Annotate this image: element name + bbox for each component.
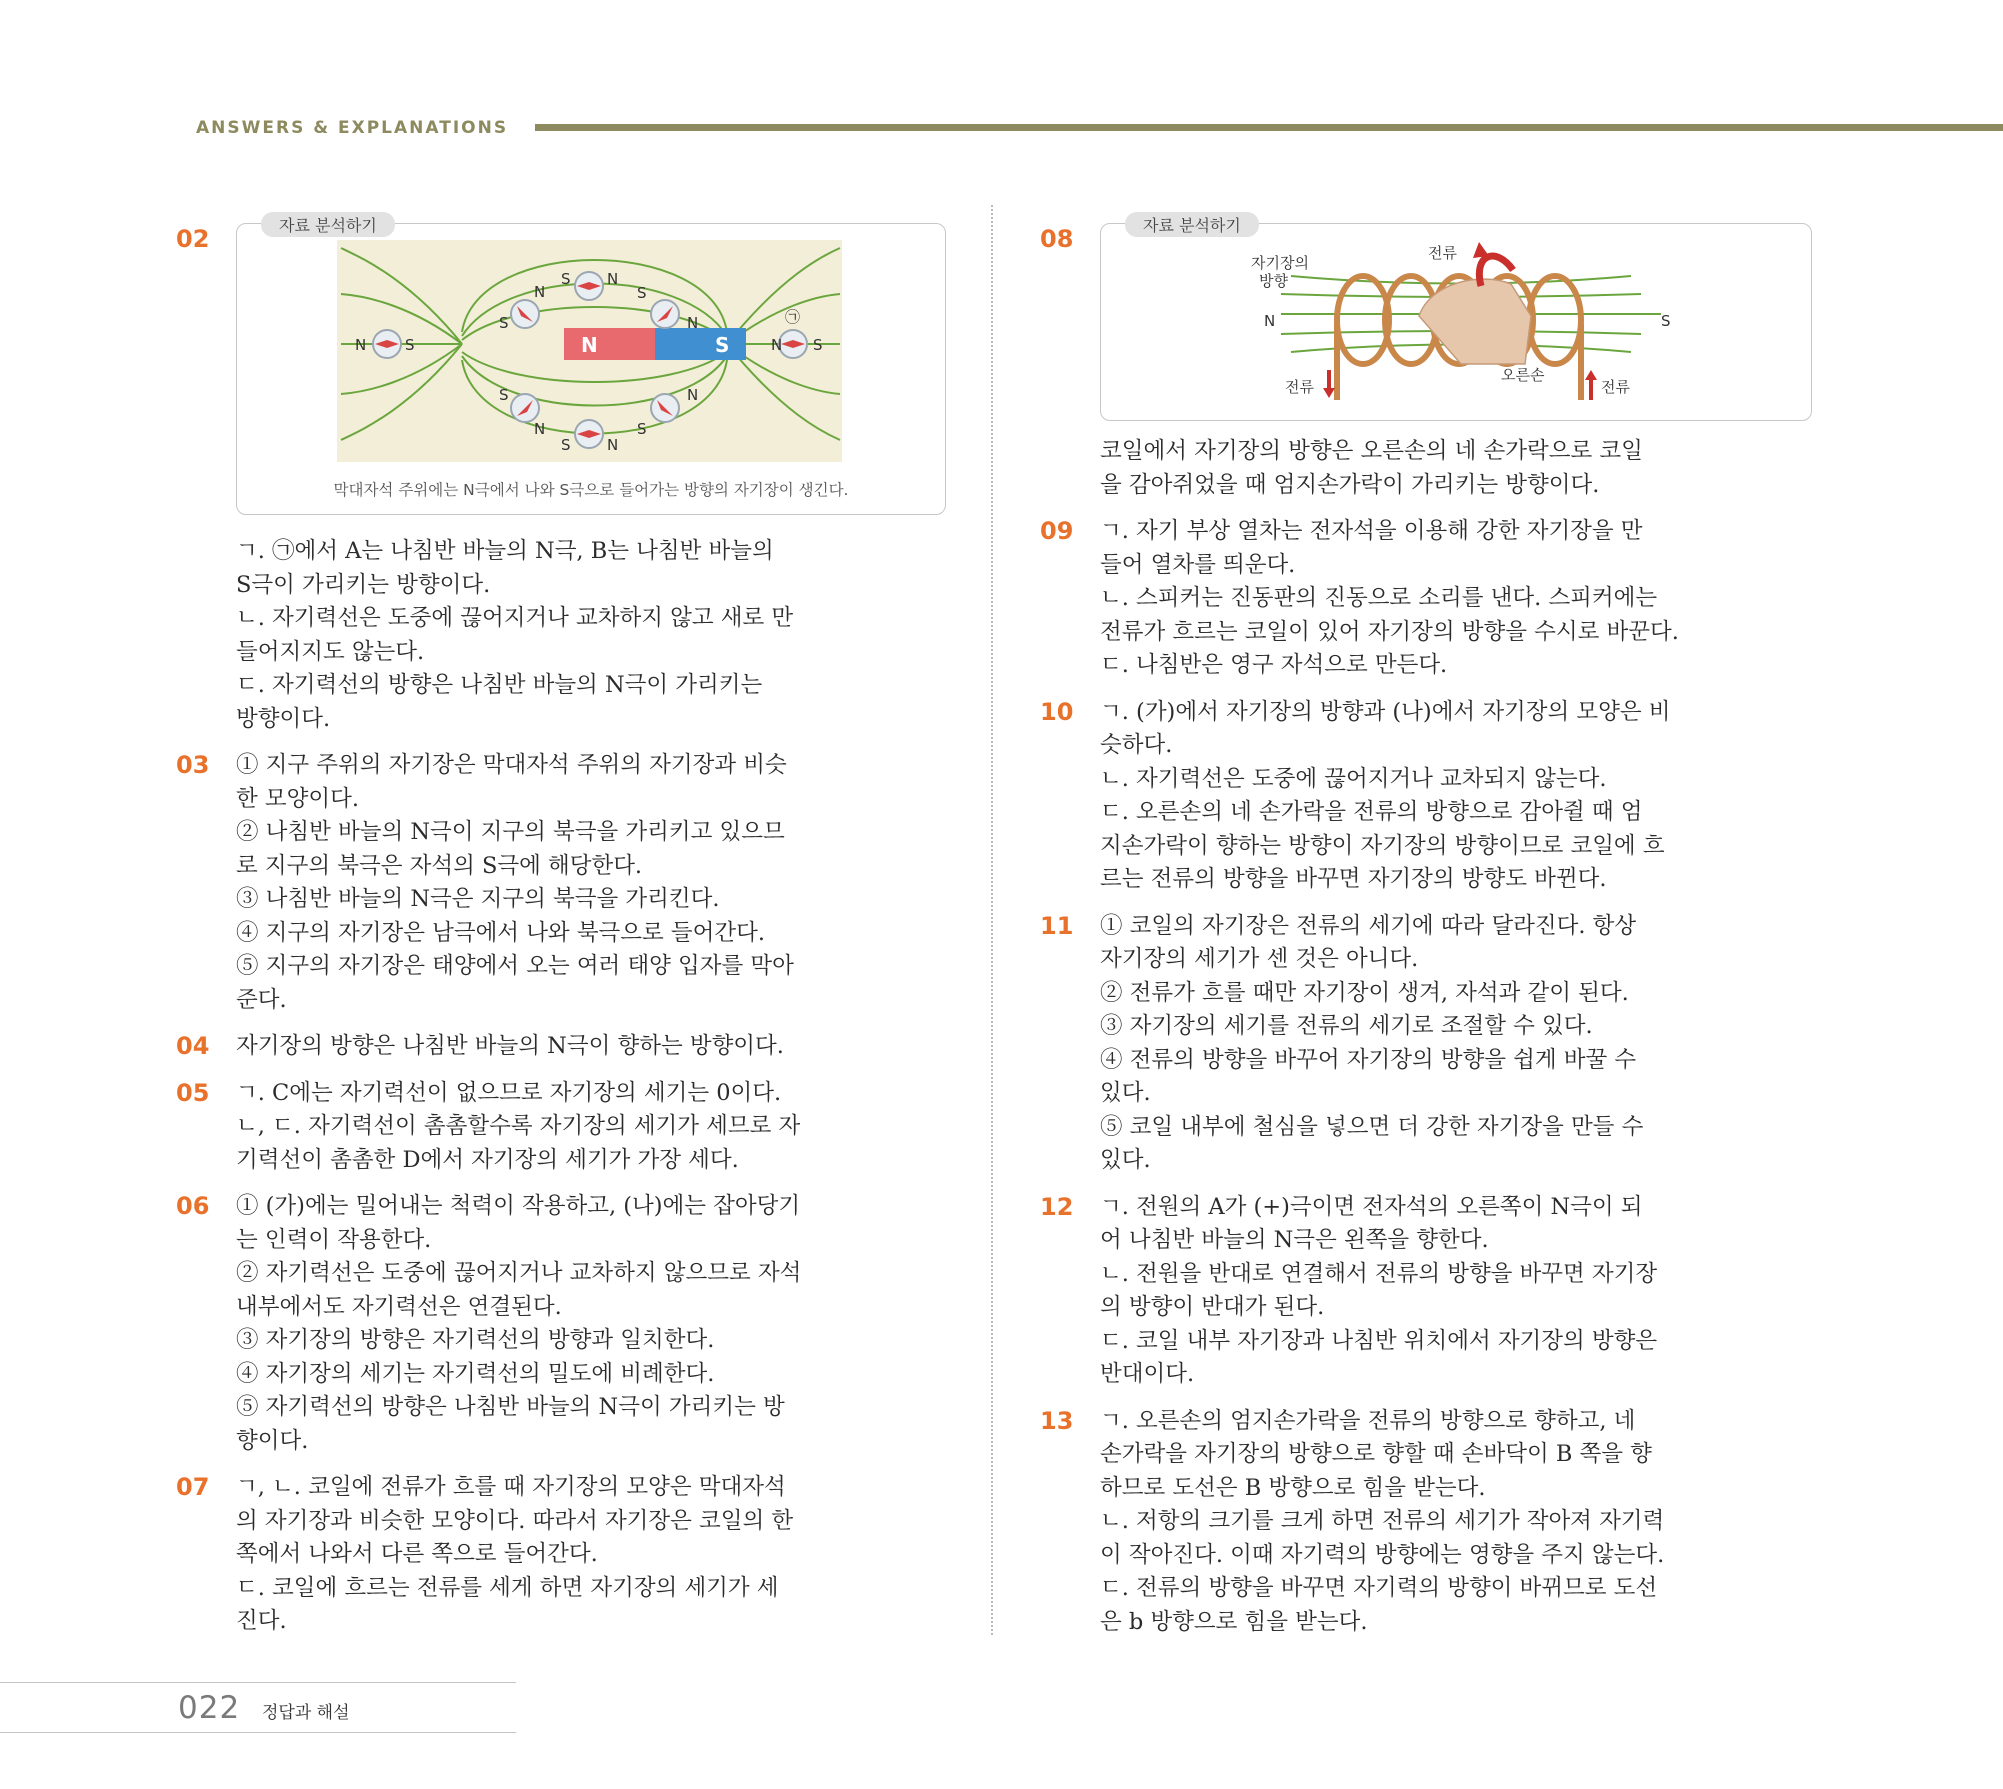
label-n: N (534, 283, 546, 301)
answer-line: ⑤ 자기력선의 방향은 나침반 바늘의 N극이 가리키는 방 (236, 1394, 785, 1420)
answer-line: 방향이다. (236, 705, 331, 732)
answer-line: ㄱ. 오른손의 엄지손가락을 전류의 방향으로 향하고, 네 (1100, 1407, 1636, 1434)
answer-line: 코일에서 자기장의 방향은 오른손의 네 손가락으로 코일 (1100, 438, 1643, 464)
header-rule (535, 124, 2003, 131)
answer-line: 전류가 흐르는 코일이 있어 자기장의 방향을 수시로 바꾼다. (1100, 618, 1679, 645)
label-n: N (1264, 312, 1276, 330)
answer-line: ㄱ. 자기 부상 열차는 전자석을 이용해 강한 자기장을 만 (1100, 518, 1643, 544)
answer-line: ⑤ 코일 내부에 철심을 넣으면 더 강한 자기장을 만들 수 (1100, 1113, 1644, 1140)
answer-line: ㄷ. 코일 내부 자기장과 나침반 위치에서 자기장의 방향은 (1100, 1327, 1658, 1354)
answer-line: ② 자기력선은 도중에 끊어지거나 교차하지 않으므로 자석 (236, 1260, 802, 1286)
label-n: N (607, 270, 619, 288)
answer-line: ㄷ. 오른손의 네 손가락을 전류의 방향으로 감아쥘 때 엄 (1100, 799, 1643, 825)
right-column (1040, 205, 1812, 1652)
answer-line: ④ 지구의 자기장은 남극에서 나와 북극으로 들어간다. (236, 919, 766, 946)
question-13 (1040, 1405, 1812, 1640)
question-number: 12 (1040, 1192, 1074, 1221)
answer-line: ㄷ. 코일에 흐르는 전류를 세게 하면 자기장의 세기가 세 (236, 1574, 779, 1601)
answer-lines (236, 535, 946, 736)
answer-line: ㄴ. 자기력선은 도중에 끊어지거나 교차되지 않는다. (1100, 765, 1607, 792)
bar-magnet-field-figure (237, 236, 943, 476)
question-05 (176, 1077, 946, 1178)
answer-line: ③ 자기장의 세기를 전류의 세기로 조절할 수 있다. (1100, 1013, 1593, 1039)
answer-line: ② 전류가 흐를 때만 자기장이 생겨, 자석과 같이 된다. (1100, 979, 1629, 1006)
answer-line: ① 지구 주위의 자기장은 막대자석 주위의 자기장과 비슷 (236, 752, 787, 778)
answer-line: 어 나침반 바늘의 N극은 왼쪽을 향한다. (1100, 1227, 1489, 1253)
label-n: N (607, 436, 619, 454)
answer-line: ㄷ. 전류의 방향을 바꾸면 자기력의 방향이 바뀌므로 도선 (1100, 1575, 1658, 1601)
label-s: S (405, 336, 415, 354)
answer-line: ② 나침반 바늘의 N극이 지구의 북극을 가리키고 있으므 (236, 819, 785, 845)
label-s: S (499, 314, 509, 332)
question-12 (1040, 1191, 1812, 1392)
label-s: S (637, 284, 647, 302)
answer-line: 이 작아진다. 이때 자기력의 방향에는 영향을 주지 않는다. (1100, 1541, 1665, 1568)
question-02 (176, 216, 946, 736)
answer-line: 의 자기장과 비슷한 모양이다. 따라서 자기장은 코일의 한 (236, 1507, 794, 1534)
answer-line: 자기장의 세기가 센 것은 아니다. (1100, 946, 1419, 972)
answer-line: ㄱ. (가)에서 자기장의 방향과 (나)에서 자기장의 모양은 비 (1100, 698, 1671, 725)
answer-line: ㄱ, ㄴ. 코일에 전류가 흐를 때 자기장의 모양은 막대자석 (236, 1474, 786, 1500)
question-07 (176, 1471, 946, 1639)
answer-line: ③ 나침반 바늘의 N극은 지구의 북극을 가리킨다. (236, 886, 720, 912)
question-number: 03 (176, 751, 210, 779)
figure-box-coil (1100, 216, 1812, 421)
label-s: S (561, 270, 571, 288)
label-current-right: 전류 (1601, 378, 1630, 396)
answer-line: 진다. (236, 1608, 287, 1634)
answer-line: ③ 자기장의 방향은 자기력선의 방향과 일치한다. (236, 1327, 715, 1353)
magnet-n-half (564, 328, 655, 360)
label-s: S (1661, 312, 1671, 330)
answer-line: 로 지구의 북극은 자석의 S극에 해당한다. (236, 852, 643, 879)
label-s: S (561, 436, 571, 454)
answer-line: 은 b 방향으로 힘을 받는다. (1100, 1608, 1368, 1635)
label-n: N (771, 336, 783, 354)
label-field-dir-1: 자기장의 (1251, 254, 1309, 272)
page-number: 022 (178, 1690, 241, 1726)
question-number: 04 (176, 1032, 210, 1060)
answer-line: ㄱ. 전원의 A가 (+)극이면 전자석의 오른쪽이 N극이 되 (1100, 1193, 1643, 1220)
answer-line: ㄴ. 스피커는 진동판의 진동으로 소리를 낸다. 스피커에는 (1100, 585, 1658, 611)
magnet-n-label: N (581, 333, 598, 357)
answer-line: 향이다. (236, 1427, 309, 1454)
question-06 (176, 1190, 946, 1458)
answer-line: 손가락을 자기장의 방향으로 향할 때 손바닥이 B 쪽을 향 (1100, 1441, 1652, 1467)
answer-line: 하므로 도선은 B 방향으로 힘을 받는다. (1100, 1474, 1486, 1501)
question-number: 07 (176, 1473, 210, 1501)
label-n: N (687, 314, 699, 332)
answer-line: 슷하다. (1100, 732, 1173, 758)
question-04 (176, 1030, 946, 1064)
section-header-label: ANSWERS & EXPLANATIONS (196, 118, 509, 138)
label-field-dir-2: 방향 (1259, 272, 1288, 290)
question-08 (1040, 216, 1812, 502)
arrow-head (1585, 370, 1597, 380)
question-number: 08 (1040, 225, 1074, 253)
figure-tag: 자료 분석하기 (261, 212, 395, 237)
magnet-s-half (655, 328, 746, 360)
answer-line: 내부에서도 자기력선은 연결된다. (236, 1293, 562, 1320)
figure-tag: 자료 분석하기 (1125, 212, 1259, 237)
question-number: 02 (176, 225, 210, 253)
page-label: 정답과 해설 (262, 1703, 350, 1723)
answer-line: 들어 열차를 띄운다. (1100, 551, 1296, 578)
answer-line: ㄷ. 자기력선의 방향은 나침반 바늘의 N극이 가리키는 (236, 672, 763, 698)
magnet-s-label: S (715, 333, 730, 357)
answer-line: ⑤ 지구의 자기장은 태양에서 오는 여러 태양 입자를 막아 (236, 953, 794, 979)
coil-right-hand-figure (1101, 224, 1809, 414)
answer-line: ㄴ, ㄷ. 자기력선이 촘촘할수록 자기장의 세기가 세므로 자 (236, 1113, 801, 1139)
figure-caption: 막대자석 주위에는 N극에서 나와 S극으로 들어가는 방향의 자기장이 생긴다. (333, 481, 849, 499)
answer-line: ㄱ. C에는 자기력선이 없으므로 자기장의 세기는 0이다. (236, 1079, 782, 1106)
answer-line: ① 코일의 자기장은 전류의 세기에 따라 달라진다. 항상 (1100, 912, 1637, 939)
question-03 (176, 749, 946, 1017)
answer-line: 는 인력이 작용한다. (236, 1226, 432, 1253)
answer-line: ㄴ. 저항의 크기를 크게 하면 전류의 세기가 작아져 자기력 (1100, 1508, 1665, 1534)
label-right-hand: 오른손 (1501, 366, 1545, 384)
answer-line: S극이 가리키는 방향이다. (236, 571, 491, 598)
answer-line: ④ 전류의 방향을 바꾸어 자기장의 방향을 쉽게 바꿀 수 (1100, 1046, 1637, 1073)
question-10 (1040, 696, 1812, 897)
question-number: 10 (1040, 697, 1074, 726)
answer-line: 준다. (236, 986, 287, 1013)
answer-line: 르는 전류의 방향을 바꾸면 자기장의 방향도 바뀐다. (1100, 866, 1607, 892)
question-number: 05 (176, 1078, 210, 1107)
question-11 (1040, 910, 1812, 1178)
label-s: S (813, 336, 823, 354)
arrow-head (1473, 242, 1489, 258)
arrow-head (1323, 388, 1335, 398)
answer-line: ④ 자기장의 세기는 자기력선의 밀도에 비례한다. (236, 1360, 715, 1387)
label-n: N (355, 336, 367, 354)
label-current-left: 전류 (1285, 378, 1314, 396)
answer-line: ㄴ. 자기력선은 도중에 끊어지거나 교차하지 않고 새로 만 (236, 605, 794, 631)
column-divider (991, 205, 993, 1635)
answer-line: 들어지지도 않는다. (236, 638, 425, 665)
answer-line: 반대이다. (1100, 1361, 1195, 1387)
label-circle: ㉠ (785, 308, 801, 326)
answer-line: ㄴ. 전원을 반대로 연결해서 전류의 방향을 바꾸면 자기장 (1100, 1260, 1658, 1287)
figure-box-bar-magnet (236, 216, 946, 515)
question-number: 06 (176, 1192, 210, 1220)
question-number: 13 (1040, 1406, 1074, 1435)
label-n: N (534, 420, 546, 438)
answer-line: 있다. (1100, 1147, 1151, 1173)
answer-line: 있다. (1100, 1080, 1151, 1106)
answer-line: 한 모양이다. (236, 785, 359, 812)
answer-line: 기력선이 촘촘한 D에서 자기장의 세기가 가장 세다. (236, 1146, 739, 1173)
question-09 (1040, 515, 1812, 683)
label-n: N (687, 386, 699, 404)
answer-line: 의 방향이 반대가 된다. (1100, 1294, 1325, 1320)
answer-line: 자기장의 방향은 나침반 바늘의 N극이 향하는 방향이다. (236, 1033, 784, 1059)
answer-line: 쪽에서 나와서 다른 쪽으로 들어간다. (236, 1541, 598, 1567)
label-current-top: 전류 (1428, 244, 1457, 262)
footer-rule-bottom (0, 1732, 516, 1733)
answer-line: ㄷ. 나침반은 영구 자석으로 만든다. (1100, 652, 1448, 678)
answer-line: ① (가)에는 밀어내는 척력이 작용하고, (나)에는 잡아당기 (236, 1193, 801, 1219)
footer-rule-top (0, 1682, 516, 1683)
label-s: S (637, 420, 647, 438)
label-s: S (499, 386, 509, 404)
answer-line: ㄱ. ㉠에서 A는 나침반 바늘의 N극, B는 나침반 바늘의 (236, 538, 774, 564)
question-number: 09 (1040, 517, 1074, 545)
left-column (176, 205, 946, 1652)
question-number: 11 (1040, 911, 1074, 940)
answer-line: 지손가락이 향하는 방향이 자기장의 방향이므로 코일에 흐 (1100, 832, 1665, 859)
answer-line: 을 감아쥐었을 때 엄지손가락이 가리키는 방향이다. (1100, 471, 1600, 498)
